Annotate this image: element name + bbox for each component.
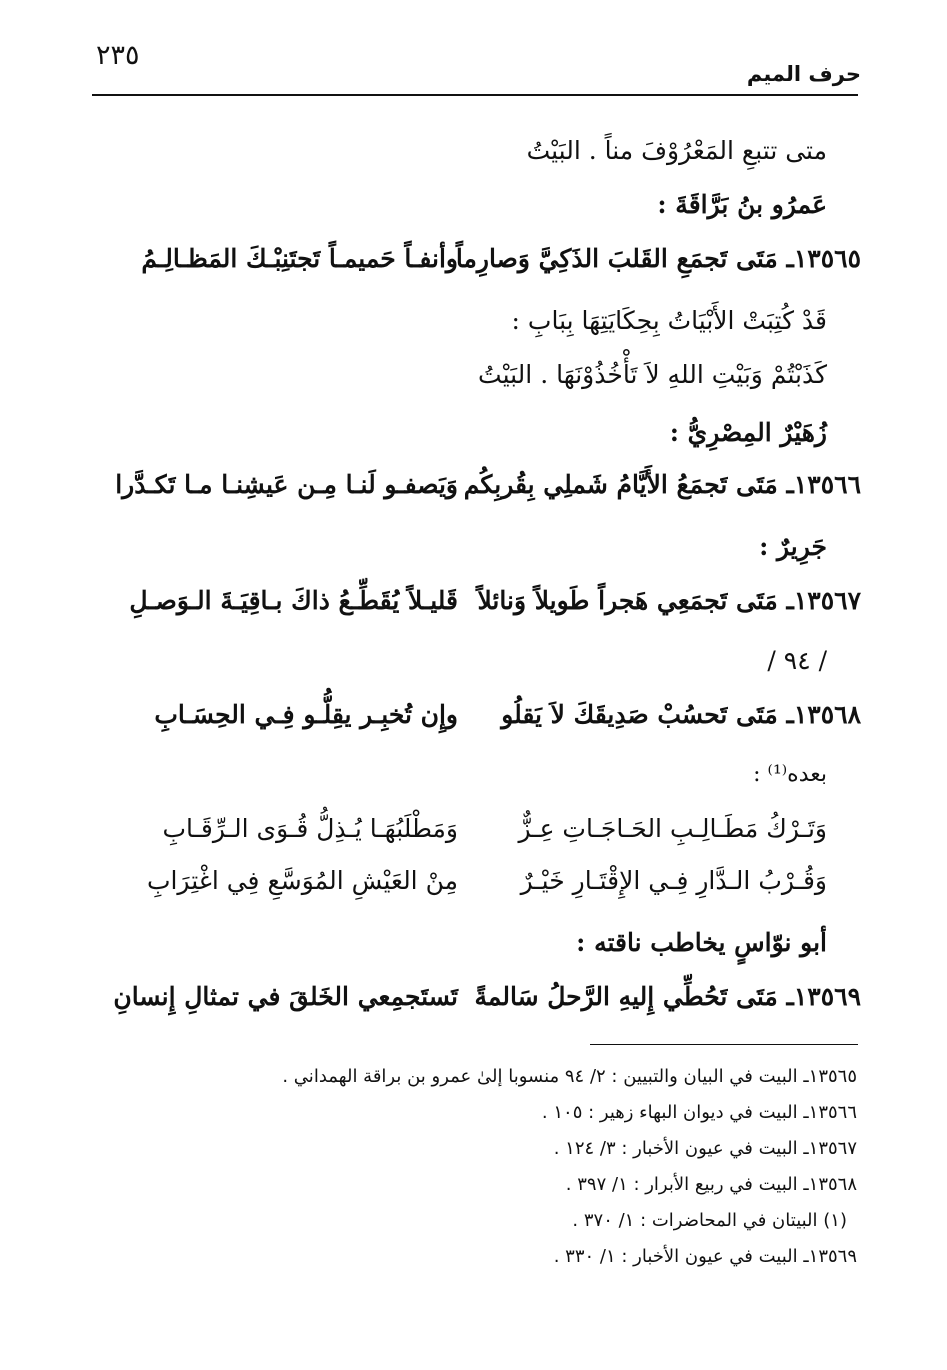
verse-number: ١٣٥٦٨ـ [786, 700, 861, 729]
poet-name: أبو نوّاسٍ يخاطب ناقته : [576, 928, 827, 957]
verse-second-hemistich: مِنْ العَيْشِ المُوَسَّعِ فِي اغْتِرَابِ [146, 866, 458, 895]
running-head: حرف الميم [746, 62, 861, 86]
verse-first-hemistich [474, 982, 861, 1011]
footnote: (١) البيتان في المحاضرات : ١/ ٣٧٠ . [572, 1210, 847, 1231]
verse-first-hemistich: وَتَـرْكُ مَطَـالِـبِ الحَـاجَـاتِ عِـزٌّ [518, 814, 827, 843]
footnote-rule [590, 1044, 858, 1045]
verse-number: ١٣٥٦٧ـ [786, 586, 861, 615]
manuscript-folio-mark: / ٩٤ / [767, 646, 827, 675]
footnote: ١٣٥٦٥ـ البيت في البيان والتبيين : ٢/ ٩٤ منسوبا إلىٰ عمرو بن براقة الهمداني . [282, 1066, 857, 1087]
text-line: بعده⁽¹⁾ : [753, 762, 827, 787]
verse-second-hemistich: وَيَصفـو لَنـا مِـن عَيشِنـا مـا تَكـدَّرا [115, 470, 458, 499]
verse-second-hemistich: قَليـلاً يُقَطِّـعُ ذاكَ بـاقِيَـةَ الـوَصـلِ [129, 586, 458, 615]
page-number: ٢٣٥ [96, 40, 140, 71]
footnote: ١٣٥٦٩ـ البيت في عيون الأخبار : ١/ ٣٣٠ . [553, 1246, 857, 1267]
text-line: كَذَبْتُمْ وَبَيْتِ اللهِ لاَ تَأْخُذُوْنَهَا . البَيْتُ [478, 360, 827, 389]
verse-number: ١٣٥٦٥ـ [786, 244, 861, 273]
footnote: ١٣٥٦٧ـ البيت في عيون الأخبار : ٣/ ١٢٤ . [553, 1138, 857, 1159]
verse-first-hemistich [481, 700, 861, 729]
verse-second-hemistich: وإِن تُخبِـر يقِلُّـو فِـي الحِسَـابِ [154, 700, 458, 729]
verse-second-hemistich: وَمَطْلَبُهَـا يُـذِلُّ قُـوَى الـرِّقَـابِ [162, 814, 458, 843]
text-line: قَدْ كُتِبَتْ الأَبْيَاتُ بِحِكَايَتِهَا بِبَابِ : [511, 306, 827, 335]
header-rule [92, 94, 858, 96]
verse-second-hemistich: تَستَجمِعي الخَلقَ في تمثالِ إِنسانِ [113, 982, 458, 1011]
verse-first-hemistich [455, 244, 861, 273]
verse-first-text: مَتَى تَحُطِّي إِليهِ الرَّحلُ سَالمةً [474, 982, 778, 1011]
verse-first-hemistich [477, 586, 861, 615]
verse-first-text: مَتَى تَحسُبْ صَدِيقَكَ لاَ يَقلُو [501, 700, 778, 729]
verse-number: ١٣٥٦٦ـ [786, 470, 861, 499]
verse-first-text: مَتَى تَجمَعُ الأَيَّامُ شَملِي بِقُربِكُم [463, 470, 778, 499]
poet-name: جَرِيرٌ : [759, 532, 827, 561]
verse-first-hemistich [463, 470, 861, 499]
verse-number: ١٣٥٦٩ـ [786, 982, 861, 1011]
poet-name: زُهَيْرٌ المِصْرِيُّ : [669, 418, 827, 447]
verse-first-text: مَتَى تَجمَعِ القَلبَ الذَكِيَّ وَصارِماً [455, 244, 778, 273]
poet-name: عَمرُو بنُ بَرَّاقَةَ : [657, 190, 827, 219]
footnote: ١٣٥٦٨ـ البيت في ربيع الأبرار : ١/ ٣٩٧ . [565, 1174, 857, 1195]
verse-first-hemistich: وَقُـرْبُ الـدَّارِ فِـي الإِقْتَـارِ خَيْـرٌ [520, 866, 827, 895]
verse-second-hemistich: وأنفـاً حَميمـاً تَجتَنِبْـكَ المَظـالِـمُ [141, 244, 458, 273]
text-line: متى تتبعِ المَعْرُوْفَ مناً . البَيْتُ [526, 136, 827, 165]
footnote: ١٣٥٦٦ـ البيت في ديوان البهاء زهير : ١٠٥ . [541, 1102, 857, 1123]
verse-first-text: مَتَى تَجمَعِي هَجراً طَويلاً وَنائلاً [477, 586, 778, 615]
